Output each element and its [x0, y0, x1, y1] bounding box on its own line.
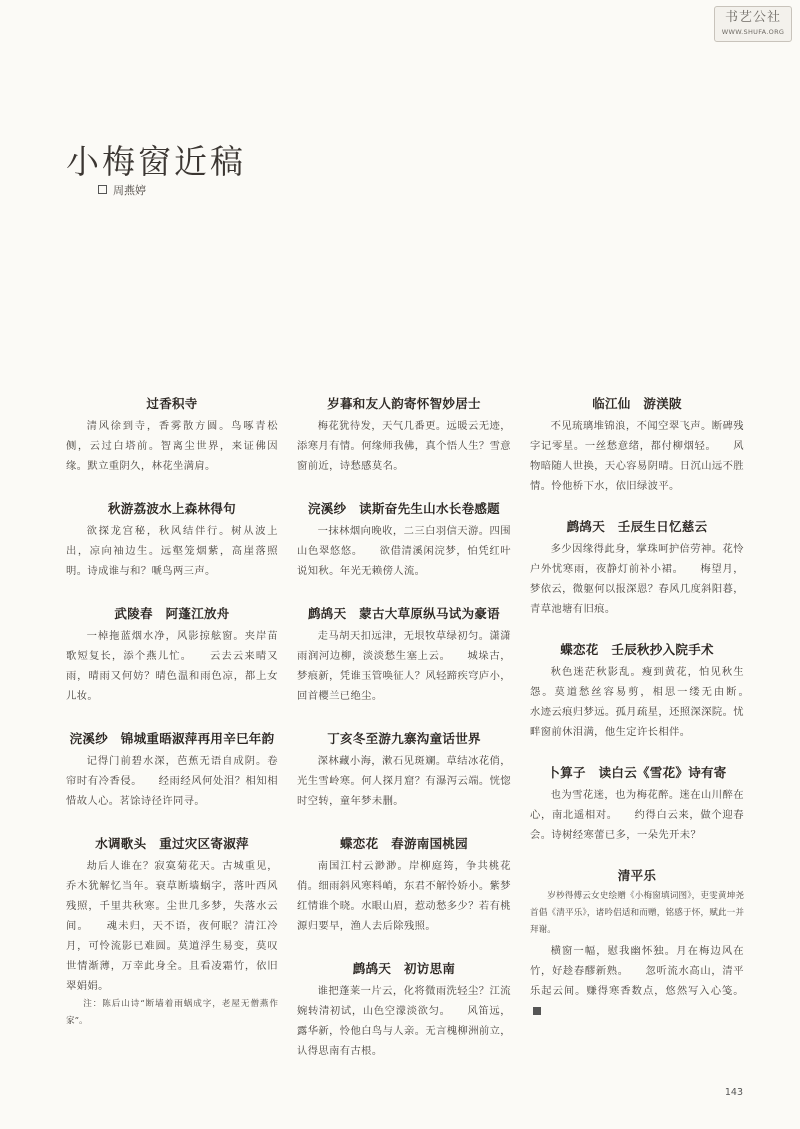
poem-body: 也为雪花迷，也为梅花醉。迷在山川醉在心，南北遥相对。 约得白云来，做个迎春会。诗树经寒蕾已多，一朵先开未？ [530, 789, 744, 841]
poem-body: 劫后人谁在？寂寞菊花天。古城重见，乔木犹解忆当年。衰草断墙蜗字，落叶西风残照，千里共秋寒。尘世几多梦，失落水云间。 魂未归，天不语，夜何眠？清江冷月，可怜流影已难圆。莫道浮生易变，莫叹世情渐薄，万幸此身全。且看凌霜竹，依旧翠娟娟。 [66, 860, 278, 992]
poem [66, 605, 278, 706]
end-mark-icon [533, 1007, 541, 1015]
poem-note: 注：陈后山诗“断墙着雨蜗成字，老屋无僧燕作家”。 [66, 999, 278, 1026]
watermark-brand: 书艺公社 [724, 10, 781, 25]
poem-title: 蝶恋花 壬辰秋抄入院手术 [560, 642, 714, 657]
poem [66, 835, 278, 1030]
poem-body: 走马胡天扣远津，无垠牧草绿初匀。潇潇雨润河边柳，淡淡愁生塞上云。 城垛古，梦痕新，凭谁玉管唤征人？风轻蹄疾穹庐小，回首樱兰已绝尘。 [297, 630, 511, 702]
poem-title: 秋游荔波水上森林得句 [107, 501, 236, 516]
poem-body [530, 941, 744, 1021]
poem-title: 丁亥冬至游九寨沟童话世界 [327, 731, 481, 746]
poem-preface: 岁杪得傅云女史绘赠《小梅窗填词图》，吏雯黄坤尧首倡《清平乐》，诸吟侣适和而赠，铭感于怀，赋此一并拜谢。 [530, 891, 744, 935]
poem-title: 水调歌头 重过灾区寄淑萍 [95, 836, 249, 851]
watermark-logo [714, 6, 792, 42]
poem [530, 867, 744, 1021]
poem-body: 一抹林烟向晚收，二三白羽信天游。四围山色翠悠悠。 欲借清溪闲浣梦，怕凭红叶说知秋。年光无赖傍人流。 [297, 525, 511, 577]
poem-title: 清平乐 [617, 868, 657, 883]
poem-body: 深林藏小海，漱石见斑斓。草结冰花俏，光生雪岭寒。何人探月窟？有瀑泻云端。恍惚时空转，童年梦未删。 [297, 755, 511, 807]
author-name: 周燕婷 [113, 184, 146, 197]
poem-body: 多少因缘得此身，掌珠呵护倍劳神。花怜户外忧寒雨，夜静灯前补小裙。 梅望月，梦依云，微躯何以报深恩？春风几度斜阳暮，青草池塘有旧痕。 [530, 543, 744, 615]
poem-title: 鹧鸪天 蒙古大草原纵马试为豪语 [307, 606, 500, 621]
poem-title: 卜算子 读白云《雪花》诗有寄 [547, 765, 727, 780]
poem [530, 518, 744, 619]
author-box-icon [98, 185, 107, 194]
poem-body: 南国江村云渺渺。岸柳庭筠，争共桃花俏。细雨斜风寒料峭，东君不解怜娇小。紫梦红情谁个晓。水眼山眉，惹动愁多少？若有桃源归要早，渔人去后除残照。 [297, 860, 511, 932]
poem-body: 秋色迷茫秋影乱。瘦到黄花，怕见秋生怨。莫道愁丝容易剪，相思一缕无由断。 水迹云痕归梦远。孤月疏星，还照深深院。忧畔窗前休泪满，他生定许长相伴。 [530, 666, 766, 738]
poem [66, 730, 278, 811]
poem-title: 鹧鸪天 壬辰生日忆慈云 [566, 519, 708, 534]
poem-title: 鹧鸪天 初访思南 [352, 961, 456, 976]
column-2 [297, 395, 511, 1085]
poem [66, 500, 278, 581]
poem-body: 记得门前碧水深，芭蕉无语自成阴。卷帘时有冷香侵。 经雨经风何处泪？相知相惜故人心。茗馀诗径许同寻。 [66, 755, 278, 807]
page-number: 143 [724, 1087, 743, 1098]
poem [66, 395, 278, 476]
poem-title: 过香积寺 [146, 396, 198, 411]
poem-title: 岁暮和友人韵寄怀智妙居士 [327, 396, 481, 411]
poem [530, 764, 744, 845]
poem [297, 395, 511, 476]
poem [297, 500, 511, 581]
poem [297, 960, 511, 1061]
poem [297, 835, 511, 936]
column-3 [530, 395, 766, 1043]
poem-title: 武陵春 阿蓬江放舟 [114, 606, 230, 621]
article-title: 小梅窗近稿 [66, 142, 246, 181]
poem-body: 清风徐到寺，香雾散方圆。鸟啄青松侧，云过白塔前。智离尘世界，来证佛因缘。默立重阴久，林花坐满肩。 [66, 420, 278, 472]
poem-body: 一棹拖蓝烟水净，风影掠舷窗。夹岸苗歌短复长，添个燕儿忙。 云去云来晴又雨，晴雨又何妨？晴色温和雨色凉，都上女儿妆。 [66, 630, 278, 702]
poem-title: 临江仙 游渼陂 [592, 396, 682, 411]
poem [530, 395, 744, 496]
poem-title: 浣溪纱 读斯奋先生山水长卷感题 [307, 501, 500, 516]
poem-body-text: 横窗一幅，慰我幽怀独。月在梅边风在竹，好趁春醪新熟。 忽听流水高山，清平乐起云间。赚得寒香数点，悠然写入心笺。 [530, 945, 744, 997]
poem-title: 浣溪纱 锦城重晤淑萍再用辛巳年韵 [69, 731, 275, 746]
watermark-url: WWW.SHUFA.ORG [721, 28, 785, 36]
poem-body: 欲探龙宫秘，秋风结伴行。树从波上出，凉向袖边生。远壑笼烟紫，高崖落照明。诗成谁与和？嗁鸟两三声。 [66, 525, 278, 577]
poem [297, 605, 511, 706]
poem [297, 730, 511, 811]
poem-body: 谁把蓬莱一片云，化将微雨洗轻尘？江流婉转清初试，山色空濛淡欲匀。 风笛远，露华新，怜他白鸟与人亲。无言槐柳洲前立，认得思南有古根。 [297, 985, 511, 1057]
poem-body: 不见琉璃堆锦浪，不闻空翠飞声。断碑残字记零星。一丝愁意绪，都付柳烟轻。 风物暗随人世换，天心容易阴晴。日沉山远不胜情。怜他桥下水，依旧绿波平。 [530, 420, 744, 492]
poem-title: 蝶恋花 春游南国桃园 [339, 836, 468, 851]
poem [530, 641, 766, 742]
column-1 [66, 395, 278, 1054]
poem-body: 梅花犹待发，天气几番更。远暖云无迹，添寒月有情。何缘师我佛，真个悟人生？雪意窗前近，诗愁感莫名。 [297, 420, 511, 472]
author-line [98, 182, 146, 198]
